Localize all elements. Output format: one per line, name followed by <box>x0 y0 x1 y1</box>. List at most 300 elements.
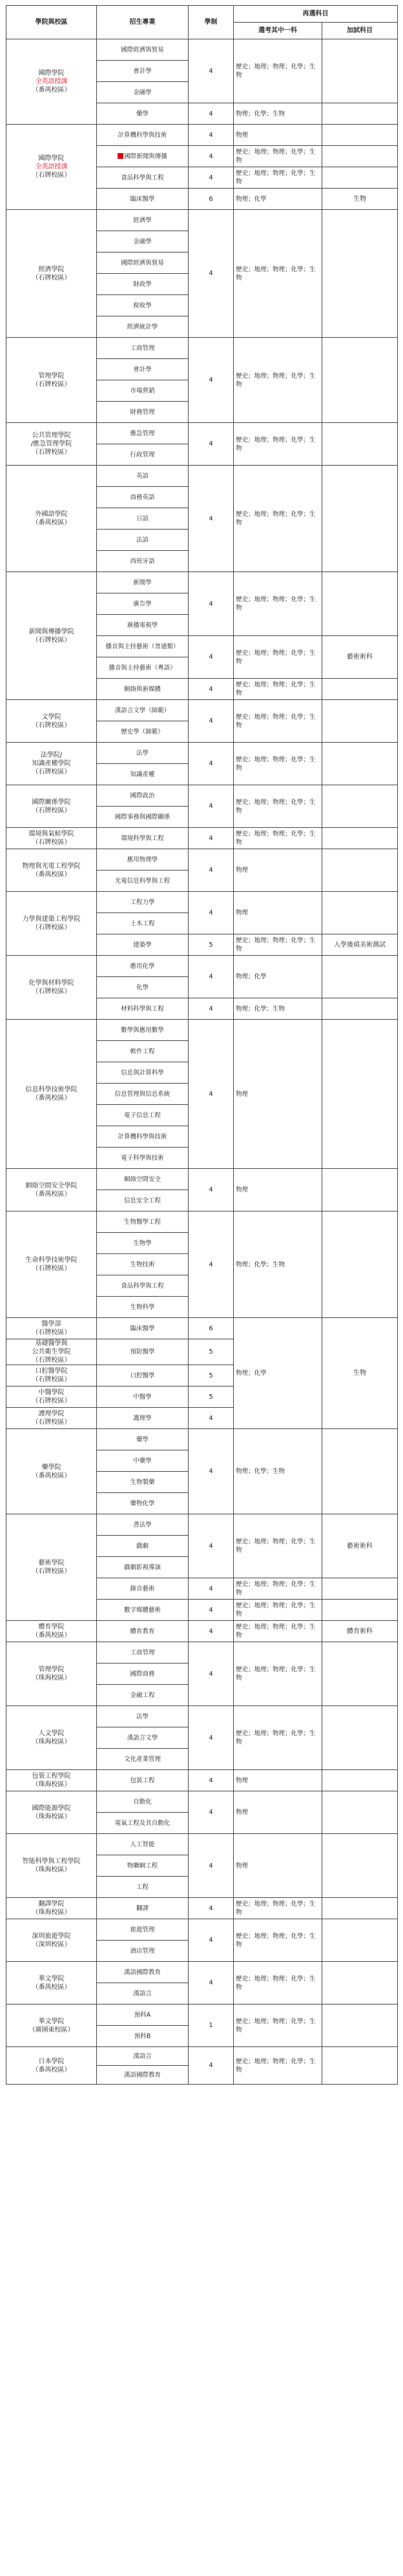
extra-subject-cell <box>322 39 398 103</box>
duration-cell: 4 <box>189 1919 234 1962</box>
duration-cell: 4 <box>189 1408 234 1429</box>
table-row <box>6 466 398 487</box>
major-label: 新聞學 <box>133 579 152 586</box>
duration-cell: 4 <box>189 1770 234 1791</box>
extra-subject-cell <box>322 103 398 125</box>
major-cell <box>97 892 189 913</box>
major-label: 文化產業管理 <box>123 1755 161 1763</box>
major-cell <box>97 359 189 380</box>
table-row <box>6 423 398 444</box>
major-cell <box>97 274 189 295</box>
subject-cell: 歷史；地理；物理；化學；生物 <box>234 1898 322 1919</box>
major-label: 計算機科學與技術 <box>118 1133 167 1140</box>
table-row <box>6 1514 398 1536</box>
major-label: 應急管理 <box>130 429 155 437</box>
duration-cell: 5 <box>189 1386 234 1408</box>
major-label: 會計學 <box>133 366 152 373</box>
major-cell <box>97 700 189 721</box>
duration-cell: 4 <box>189 125 234 146</box>
school-line: 全英語授課 <box>35 78 68 85</box>
major-label: 生物技術 <box>130 1261 155 1268</box>
duration-cell: 4 <box>189 636 234 679</box>
subject-cell: 物理；化學 <box>234 1318 322 1429</box>
major-cell <box>97 103 189 125</box>
school-line: （石牌校區） <box>32 924 71 931</box>
major-label: 工商管理 <box>130 1649 155 1656</box>
school-cell <box>6 1386 97 1408</box>
school-line: （石牌校區） <box>32 1329 71 1336</box>
major-cell <box>97 487 189 508</box>
major-label: 藥物化學 <box>130 1499 155 1507</box>
school-line: 藝術學院 <box>38 1560 65 1567</box>
major-label: 食品科學與工程 <box>121 1282 164 1290</box>
school-line: （石牌校區） <box>32 449 71 456</box>
duration-cell: 5 <box>189 934 234 956</box>
subject-cell: 歷史；地理；物理；化學；生物 <box>234 572 322 636</box>
major-label: 翻譯 <box>136 1904 149 1912</box>
school-line: （石牌校區） <box>32 768 71 776</box>
major-cell <box>97 146 189 167</box>
subject-cell: 物理 <box>234 1834 322 1898</box>
major-cell <box>97 1450 189 1472</box>
major-cell <box>97 934 189 956</box>
duration-cell: 4 <box>189 1020 234 1169</box>
subject-cell: 歷史；地理；物理；化學；生物 <box>234 39 322 103</box>
extra-subject-cell <box>322 338 398 423</box>
major-cell <box>97 1297 189 1318</box>
duration-cell: 4 <box>189 423 234 466</box>
major-cell <box>97 1041 189 1062</box>
table-row <box>6 2004 398 2026</box>
major-label: 國際經濟與貿易 <box>121 259 164 267</box>
major-cell <box>97 1386 189 1408</box>
duration-cell: 4 <box>189 1600 234 1621</box>
school-line: 藥學院 <box>41 1463 61 1471</box>
duration-cell: 4 <box>189 679 234 700</box>
school-line: （石牌校區） <box>32 1568 71 1575</box>
major-cell <box>97 551 189 572</box>
major-label: 中醫學 <box>133 1393 152 1401</box>
school-cell <box>6 338 97 423</box>
school-line: （石牌校區） <box>32 1357 71 1364</box>
major-cell <box>97 1855 189 1877</box>
major-cell <box>97 807 189 828</box>
extra-subject-cell <box>322 125 398 146</box>
school-line: 外國語學院 <box>35 511 68 518</box>
major-cell <box>97 39 189 61</box>
subject-cell: 歷史；地理；物理；化學；生物 <box>234 167 322 189</box>
duration-cell: 4 <box>189 1578 234 1600</box>
major-label: 漢語國際教育 <box>123 1968 161 1976</box>
school-line: 知識產權學院 <box>32 760 71 767</box>
duration-cell: 5 <box>189 1339 234 1365</box>
major-cell <box>97 189 189 210</box>
table-row <box>6 743 398 764</box>
school-line: （珠海校區） <box>32 1781 71 1788</box>
subject-cell: 歷史；地理；物理；化學；生物 <box>234 1919 322 1962</box>
major-cell <box>97 2004 189 2026</box>
major-cell <box>97 1791 189 1813</box>
table-row <box>6 1621 398 1642</box>
major-label: 數字媒體藝術 <box>123 1606 161 1614</box>
major-cell <box>97 1493 189 1514</box>
school-line: （石牌校區） <box>32 721 71 729</box>
duration-cell: 4 <box>189 1621 234 1642</box>
major-cell <box>97 679 189 700</box>
major-cell <box>97 1062 189 1084</box>
extra-subject-cell <box>322 2047 398 2085</box>
major-cell <box>97 1190 189 1211</box>
school-line: 物理與光電工程學院 <box>22 862 81 870</box>
school-line: 國際學院 <box>38 70 65 77</box>
duration-cell: 4 <box>189 2047 234 2085</box>
major-cell <box>97 849 189 871</box>
school-line: 文學院 <box>41 713 61 721</box>
table-row <box>6 785 398 807</box>
major-label: 信息管理與信息系統 <box>114 1090 170 1098</box>
subject-cell: 歷史；地理；物理；化學；生物 <box>234 1642 322 1706</box>
school-cell <box>6 1962 97 2004</box>
major-cell <box>97 657 189 679</box>
school-cell <box>6 849 97 892</box>
major-label: 財務管理 <box>130 408 155 416</box>
school-line: （石牌校區） <box>32 380 71 388</box>
duration-cell: 4 <box>189 743 234 785</box>
major-label: 藥學 <box>136 1436 149 1443</box>
table-row <box>6 1020 398 1041</box>
school-cell <box>6 1642 97 1706</box>
table-row <box>6 1898 398 1919</box>
major-label: 生物科學 <box>130 1303 155 1311</box>
major-label: 金融工程 <box>130 1691 155 1699</box>
major-label: 知識產權 <box>130 770 155 778</box>
extra-subject-cell <box>322 892 398 934</box>
duration-cell: 4 <box>189 146 234 167</box>
table-row <box>6 1429 398 1450</box>
school-line: （石牌校區） <box>32 1376 71 1383</box>
school-line: （石牌校區） <box>32 839 71 846</box>
major-label: 歷史學（師範） <box>121 728 164 736</box>
extra-subject-cell <box>322 2004 398 2047</box>
school-line: 國際關係學院 <box>32 798 71 806</box>
subject-cell: 歷史；地理；物理；化學；生物 <box>234 743 322 785</box>
extra-subject-cell <box>322 743 398 785</box>
table-row <box>6 210 398 231</box>
school-cell <box>6 1169 97 1211</box>
major-label: 經濟統計學 <box>127 323 158 331</box>
school-line: 國際能源學院 <box>32 1804 71 1812</box>
school-line: 護理學院 <box>38 1410 65 1417</box>
school-cell <box>6 1211 97 1318</box>
major-label: 商務英語 <box>130 493 155 501</box>
major-label: 臨床醫學 <box>130 195 155 203</box>
subject-cell: 歷史；地理；物理；化學；生物 <box>234 1621 322 1642</box>
duration-cell: 4 <box>189 1211 234 1318</box>
extra-subject-cell <box>322 1600 398 1621</box>
major-cell <box>97 828 189 849</box>
header-major: 招生專業 <box>97 6 189 39</box>
major-cell <box>97 1727 189 1749</box>
major-cell <box>97 402 189 423</box>
major-label: 漢語國際教育 <box>123 2071 161 2079</box>
duration-cell: 5 <box>189 1365 234 1386</box>
major-cell <box>97 1339 189 1365</box>
duration-cell: 4 <box>189 828 234 849</box>
major-cell <box>97 530 189 551</box>
major-label: 環境科學與工程 <box>121 834 164 842</box>
school-line: （石牌校區） <box>32 1397 71 1405</box>
major-label: 預科A <box>134 2011 151 2019</box>
major-label: 漢語言文學 <box>127 1734 158 1742</box>
major-label: 數學與應用數學 <box>121 1026 164 1034</box>
major-label: 包裝工程 <box>130 1777 155 1784</box>
school-line: 生命科學技術學院 <box>25 1257 78 1264</box>
duration-cell: 4 <box>189 849 234 892</box>
table-row <box>6 849 398 871</box>
major-cell <box>97 1877 189 1898</box>
school-cell <box>6 2004 97 2047</box>
major-label: 藥學 <box>136 110 149 118</box>
major-label: 應用物理學 <box>127 856 158 863</box>
major-cell <box>97 444 189 466</box>
major-label: 國際經濟與貿易 <box>121 46 164 54</box>
major-label: 財政學 <box>133 280 152 288</box>
subject-cell: 歷史；地理；物理；化學；生物 <box>234 700 322 743</box>
duration-cell: 4 <box>189 1791 234 1834</box>
extra-subject-cell <box>322 1834 398 1898</box>
school-cell <box>6 572 97 700</box>
school-cell <box>6 39 97 125</box>
table-row <box>6 1919 398 1941</box>
school-cell <box>6 1339 97 1365</box>
extra-subject-cell <box>322 466 398 572</box>
subject-cell: 歷史；地理；物理；化學；生物 <box>234 466 322 572</box>
duration-cell: 4 <box>189 1169 234 1211</box>
major-label: 計算機科學與技術 <box>118 131 167 139</box>
subject-cell: 歷史；地理；物理；化學；生物 <box>234 679 322 700</box>
major-label: 播音與主持藝術（普通類） <box>105 643 180 650</box>
table-row <box>6 1962 398 1983</box>
table-row <box>6 1211 398 1233</box>
major-label: 工商管理 <box>130 344 155 352</box>
major-cell <box>97 125 189 146</box>
school-cell <box>6 1791 97 1834</box>
major-label: 信息與計算科學 <box>121 1069 164 1077</box>
school-line: （珠海校區） <box>32 1674 71 1682</box>
school-cell <box>6 1919 97 1962</box>
school-line: 全英語授課 <box>35 163 68 170</box>
school-line: （石牌校區） <box>32 1265 71 1272</box>
major-label: 信息安全工程 <box>123 1197 161 1204</box>
major-label: 日語 <box>136 515 149 522</box>
major-cell <box>97 1834 189 1855</box>
major-label: 錄音藝術 <box>130 1585 155 1592</box>
extra-subject-cell <box>322 998 398 1020</box>
major-cell <box>97 977 189 998</box>
major-label: 食品科學與工程 <box>121 174 164 181</box>
major-label: 會計學 <box>133 67 152 75</box>
major-cell <box>97 1578 189 1600</box>
major-cell <box>97 1941 189 1962</box>
major-cell <box>97 743 189 764</box>
major-cell <box>97 1706 189 1727</box>
extra-subject-cell <box>322 167 398 189</box>
duration-cell: 4 <box>189 1514 234 1578</box>
major-label: 物聯網工程 <box>127 1862 158 1870</box>
school-line: 華文學院 <box>38 2017 65 2025</box>
school-line: （番禺校區） <box>32 1983 71 1991</box>
duration-cell: 4 <box>189 39 234 103</box>
table-row <box>6 1169 398 1190</box>
major-label: 金融學 <box>133 238 152 245</box>
school-line: 公共管理學院 <box>32 432 71 439</box>
extra-subject-cell: 生物 <box>322 1318 398 1429</box>
school-line: （石牌校區） <box>32 988 71 995</box>
major-label: 電氣工程及其自動化 <box>114 1819 170 1827</box>
duration-cell: 6 <box>189 189 234 210</box>
major-label: 戲劇 <box>136 1542 149 1550</box>
major-cell <box>97 1020 189 1041</box>
duration-cell: 4 <box>189 466 234 572</box>
duration-cell: 4 <box>189 998 234 1020</box>
school-line: /應急管理學院 <box>30 440 72 448</box>
school-line: 口腔醫學院 <box>35 1368 68 1375</box>
major-cell <box>97 998 189 1020</box>
major-label: 化學 <box>136 984 149 991</box>
major-cell <box>97 1254 189 1275</box>
subject-cell: 歷史；地理；物理；化學；生物 <box>234 1962 322 2004</box>
major-label: 生物製藥 <box>130 1478 155 1486</box>
subject-cell: 歷史；地理；物理；化學；生物 <box>234 785 322 828</box>
subject-cell: 歷史；地理；物理；化學；生物 <box>234 210 322 338</box>
major-cell <box>97 1408 189 1429</box>
subject-cell: 歷史；地理；物理；化學；生物 <box>234 934 322 956</box>
extra-subject-cell <box>322 1429 398 1514</box>
school-line: （番禺校區） <box>32 871 71 878</box>
major-label: 酒店管理 <box>130 1947 155 1955</box>
school-line: 國際學院 <box>38 155 65 162</box>
subject-cell: 物理 <box>234 125 322 146</box>
major-label: 漢語言文學（師範） <box>114 706 170 714</box>
school-line: 中醫學院 <box>38 1389 65 1396</box>
school-line: （深圳校區） <box>32 1941 71 1948</box>
extra-subject-cell <box>322 1706 398 1770</box>
extra-subject-cell <box>322 1169 398 1211</box>
subject-cell: 物理；化學；生物 <box>234 998 322 1020</box>
header-extra: 加試科目 <box>322 23 398 39</box>
table-row <box>6 956 398 977</box>
school-line: 化學與材料學院 <box>28 980 74 987</box>
school-cell <box>6 1770 97 1791</box>
major-cell <box>97 1600 189 1621</box>
duration-cell: 4 <box>189 210 234 338</box>
school-line: 經濟學院 <box>38 265 65 273</box>
extra-subject-cell <box>322 210 398 338</box>
subject-cell: 物理 <box>234 1791 322 1834</box>
duration-cell: 6 <box>189 1318 234 1339</box>
extra-subject-cell <box>322 1020 398 1169</box>
major-label: 法學 <box>136 1713 149 1720</box>
major-cell <box>97 1685 189 1706</box>
major-label: 臨床醫學 <box>130 1324 155 1332</box>
school-line: （番禺校區） <box>32 1190 71 1198</box>
major-cell <box>97 1233 189 1254</box>
extra-subject-cell: 入學後填美術測試 <box>322 934 398 956</box>
duration-cell: 4 <box>189 338 234 423</box>
major-label: 國際事務與國際關係 <box>114 813 170 821</box>
major-label: 稅收學 <box>133 302 152 309</box>
major-label: 工程力學 <box>130 898 155 906</box>
major-cell <box>97 1770 189 1791</box>
major-cell <box>97 316 189 338</box>
table-row <box>6 1318 398 1339</box>
school-cell <box>6 1408 97 1429</box>
school-cell <box>6 210 97 338</box>
major-cell <box>97 295 189 316</box>
major-label: 廣告學 <box>133 600 152 608</box>
subject-cell: 歷史；地理；物理；化學；生物 <box>234 338 322 423</box>
school-line: 環境與氣候學院 <box>28 830 74 838</box>
major-cell <box>97 572 189 593</box>
major-label: 土木工程 <box>130 920 155 927</box>
subject-cell: 物理 <box>234 1770 322 1791</box>
major-label: 光電信息科學與工程 <box>114 877 170 885</box>
major-label: 播音與主持藝術（粵語） <box>108 664 176 672</box>
major-cell <box>97 785 189 807</box>
major-cell <box>97 82 189 103</box>
extra-subject-cell <box>322 1962 398 2004</box>
school-line: （珠海校區） <box>32 1866 71 1873</box>
subject-cell: 歷史；地理；物理；化學；生物 <box>234 2004 322 2047</box>
major-cell <box>97 508 189 530</box>
subject-cell: 歷史；地理；物理；化學；生物 <box>234 2047 322 2085</box>
major-cell <box>97 1514 189 1536</box>
school-line: （石牌校區） <box>32 274 71 282</box>
school-line: 公共衛生學院 <box>32 1348 71 1355</box>
major-cell <box>97 1211 189 1233</box>
table-row <box>6 1834 398 1855</box>
school-line: （珠海校區） <box>32 1909 71 1916</box>
extra-subject-cell: 體育術科 <box>322 1621 398 1642</box>
major-label: 中藥學 <box>133 1457 152 1465</box>
extra-subject-cell <box>322 785 398 828</box>
major-label: 國際新聞與傳播 <box>124 152 167 160</box>
table-row <box>6 700 398 721</box>
major-cell <box>97 2047 189 2066</box>
major-cell <box>97 1898 189 1919</box>
major-label: 護理學 <box>133 1414 152 1422</box>
school-line: （珠海校區） <box>32 1813 71 1820</box>
major-label: 戲劇影視導演 <box>123 1563 161 1571</box>
extra-subject-cell <box>322 700 398 743</box>
major-label: 法學 <box>136 749 149 757</box>
school-line: 人文學院 <box>38 1730 65 1737</box>
major-cell <box>97 252 189 274</box>
admission-table <box>6 5 398 2085</box>
subject-cell: 物理 <box>234 1169 322 1211</box>
school-line: 管理學院 <box>38 372 65 380</box>
major-label: 國際政治 <box>130 792 155 799</box>
duration-cell: 4 <box>189 1962 234 2004</box>
red-mark-icon <box>118 153 123 159</box>
major-label: 電子信息工程 <box>123 1111 161 1119</box>
table-row <box>6 828 398 849</box>
subject-cell: 物理；化學 <box>234 956 322 998</box>
major-cell <box>97 1962 189 1983</box>
major-label: 生物醫學工程 <box>123 1218 161 1226</box>
major-label: 人工智能 <box>130 1840 155 1848</box>
school-line: （番禺校區） <box>32 519 71 526</box>
